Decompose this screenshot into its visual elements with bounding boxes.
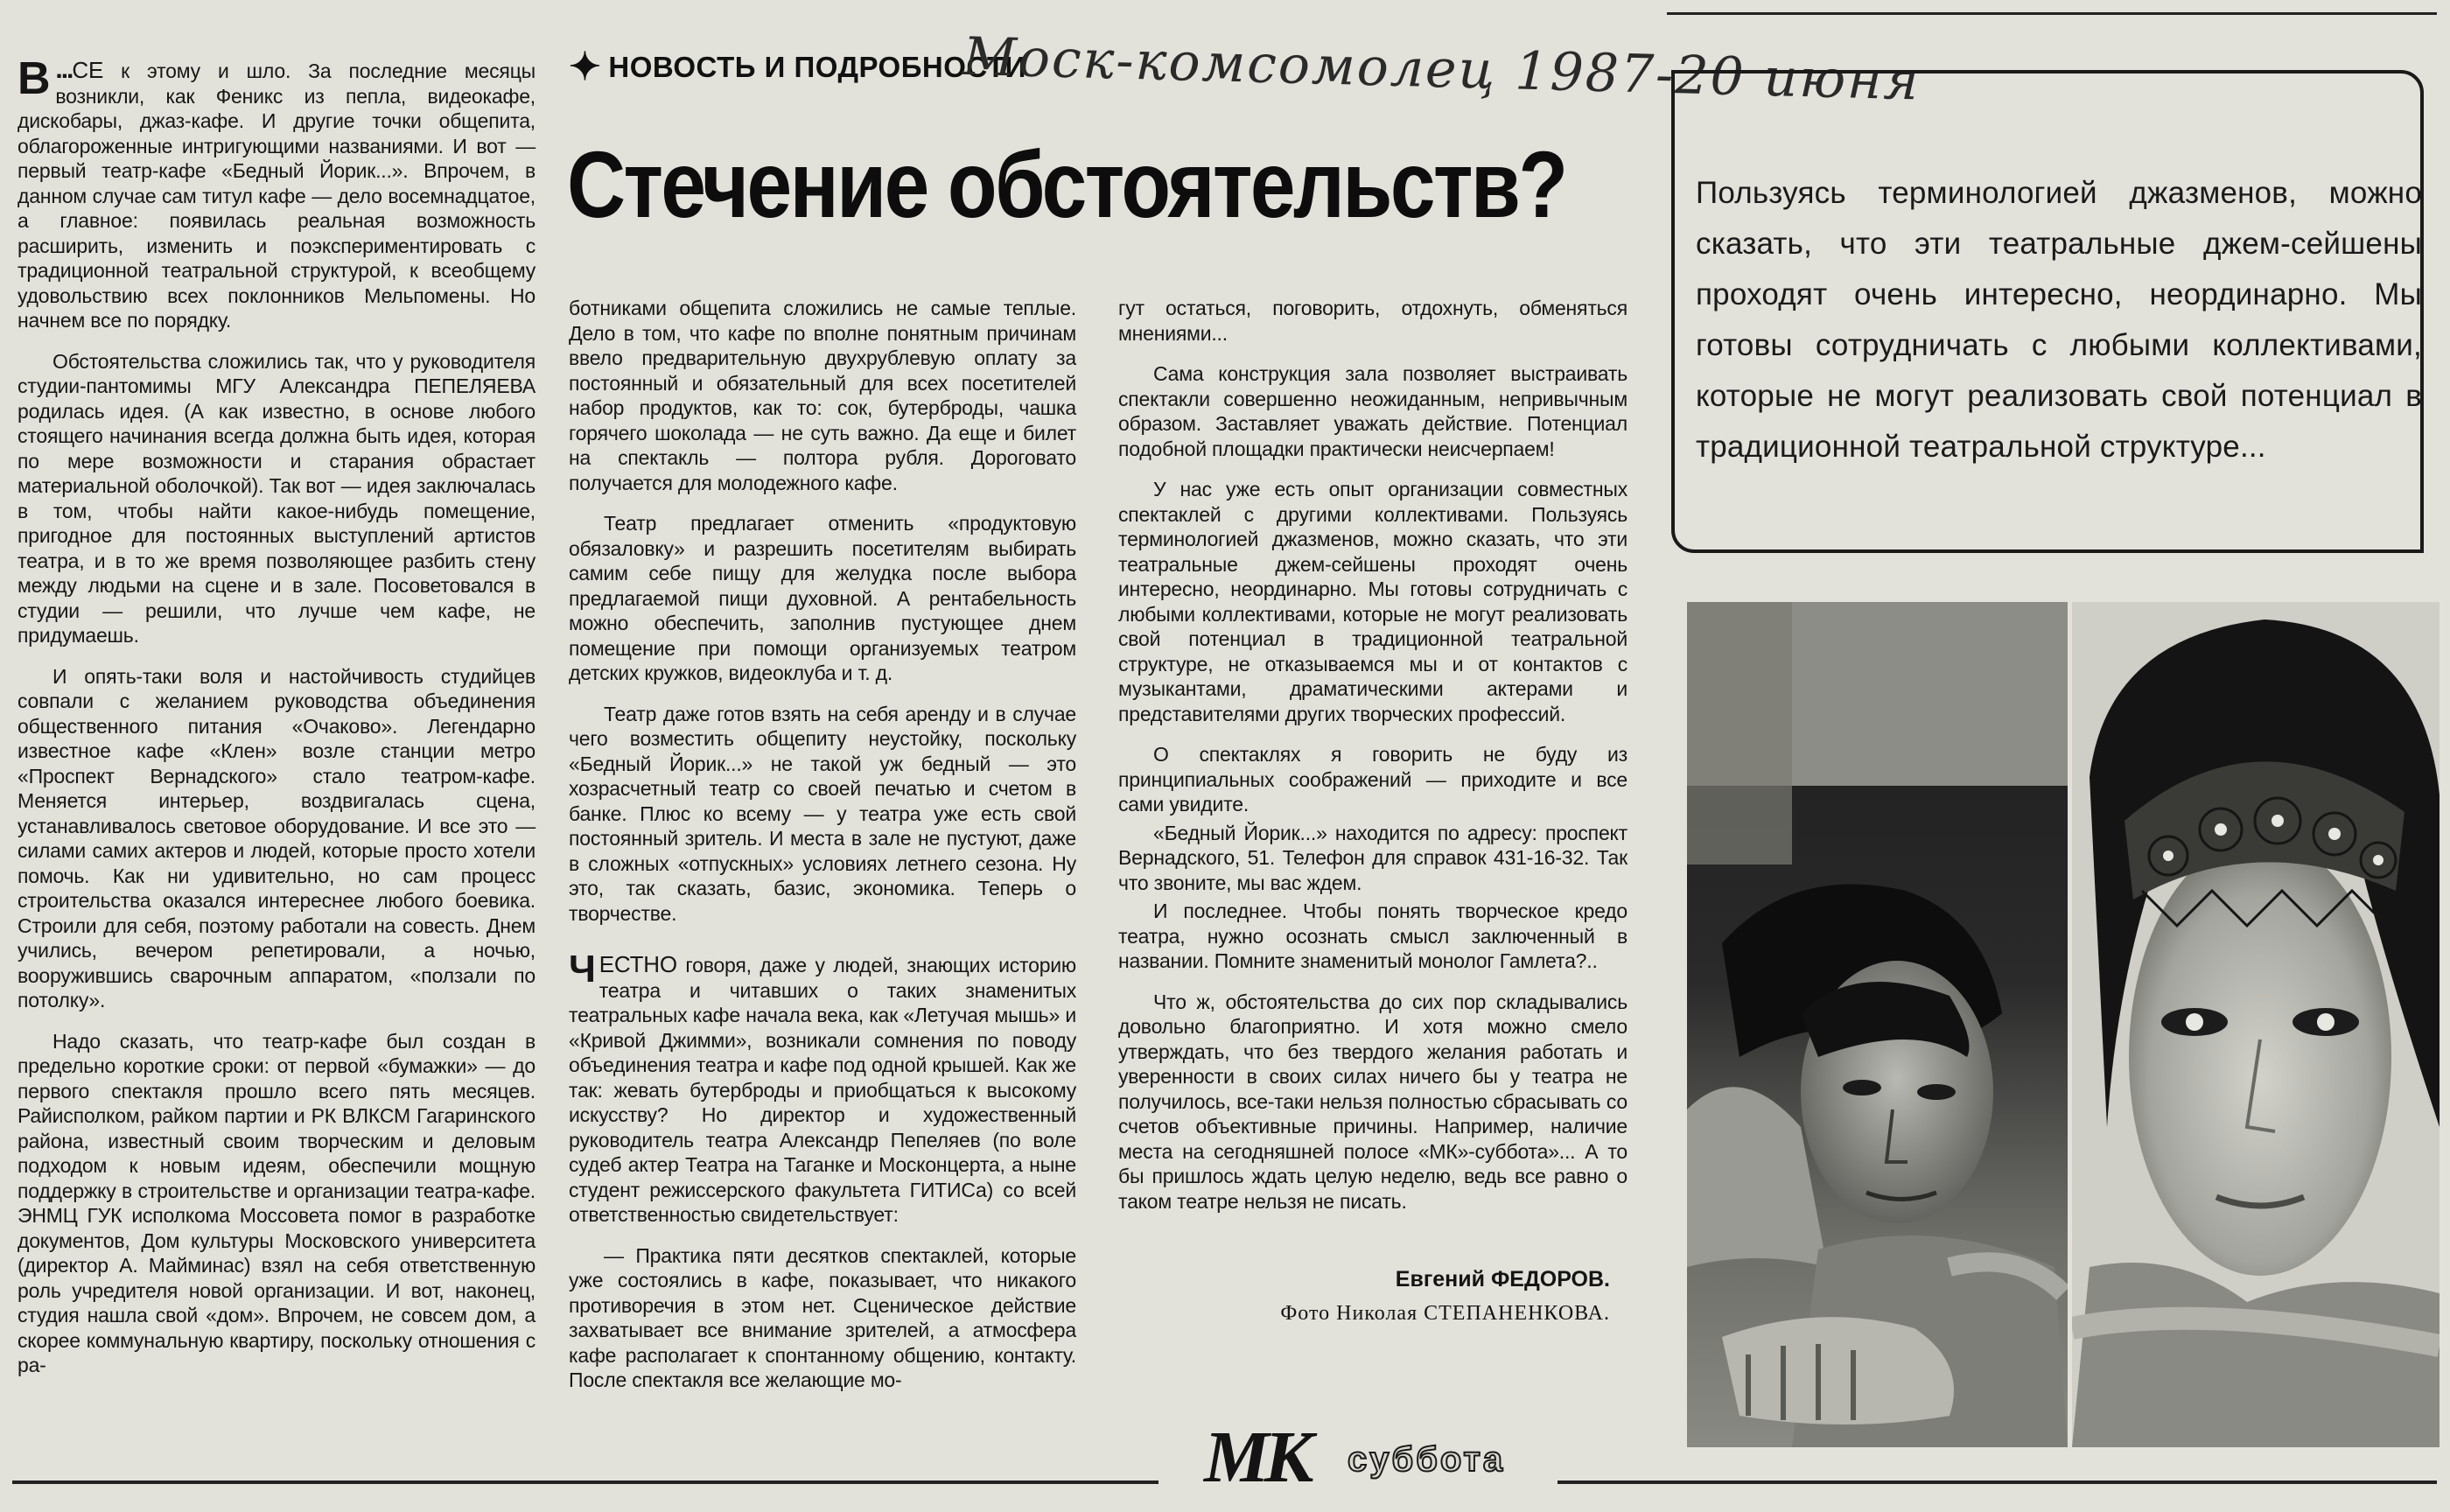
article-column-1 — [18, 53, 536, 1394]
pull-quote: Пользуясь терминологией джазменов, можно сказать, что эти театральные джем-сейшены проходят очень интересно, неординарно. Мы готовы сотрудничать с любыми коллективами, которые не могут реализовать свой потенциал в традиционной театральной структуре... — [1696, 176, 2422, 464]
drop-cap: В — [18, 53, 51, 104]
paragraph: гут остаться, поговорить, отдохнуть, обменяться мнениями... — [1118, 297, 1628, 345]
photo-credit: Фото Николая СТЕПАНЕНКОВА. — [1280, 1302, 1610, 1325]
actress-photo-image — [2072, 602, 2440, 1447]
section-rubric: ✦ НОВОСТЬ И ПОДРОБНОСТИ — [569, 46, 1026, 88]
actor-photo-image — [1687, 602, 2068, 1447]
paragraph: «Бедный Йорик...» находится по адресу: проспект Вернадского, 51. Телефон для справок 431-16-32. Так что звоните, мы вас ждем. — [1118, 821, 1628, 894]
paragraph: У нас уже есть опыт организации совместных спектаклей с другими коллективами. Пользуясь терминологией джазменов, можно сказать, что эти театральные джем-сейшены проходят очень интересно, неординарно. Мы готовы сотрудничать с любыми коллективами, которые не могут реализовать свой потенциал в традиционной театральной структуре, не отказываемся мы и от контактов с музыкантами, драматическими актерами и представителями других творческих профессий. — [1118, 478, 1628, 725]
bottom-rule-right — [1558, 1480, 2437, 1484]
paragraph: Театр даже готов взять на себя аренду и в случае чего возместить общепиту неустойку, поскольку «Бедный Йорик...» не такой уж бедный — это хозрасчетный театр со своей печатью и счетом в банке. Плюс ко всему — у театра уже есть свой постоянный зритель. И места в зале не пустуют, даже в сложных «отпускных» условиях летнего сезона. Ну это, так сказать, базис, экономика. Теперь о творчестве. — [569, 702, 1076, 925]
paragraph: ... В СЕ к этому и шло. За последние месяцы возникли, как Феникс из пепла, видеокафе, дискобары, джаз-кафе. И другие точки общепита, облагороженные интригующими названиями. И вот — первый театр-кафе «Бедный Йорик...». Впрочем, в данном случае сам титул кафе — дело восемнадцатое, а главное: появилась реальная возможность расширить, изменить и поэкспериментировать с традиционной театральной структурой, к всеобщему удовольствию всех поклонников Мельпомены. Но начнем все по порядку. — [18, 53, 536, 332]
handwritten-note: Моск-комсомолец 1987-20 июня — [962, 25, 1922, 113]
paragraph: Сама конструкция зала позволяет выстраивать спектакли совершенно неожиданным, непривычным образом. Заставляет уважать действие. Потенциал подобной площадки практически неисчерпаем! — [1118, 362, 1628, 460]
paragraph: И опять-таки воля и настойчивость студийцев совпали с желанием руководства объединения общественного питания «Очаково». Легендарно известное кафе «Клен» возле станции метро «Проспект Вернадского» стало театром-кафе. Меняется интерьер, воздвигалась сцена, устанавливалось световое оборудование. И все это — силами самих актеров и людей, которые просто хотели помочь. Как ни удивительно, но сам процесс строительства оказался интереснее любого боевика. Строили для себя, поэтому работали на совесть. Днем учились, вечером репетировали, а ночью, вооружившись сварочным аппаратом, «ползали по потолку». — [18, 664, 536, 1012]
paragraph: Что ж, обстоятельства до сих пор складывались довольно благоприятно. И хотя можно смело утверждать, что без твердого желания работать и уверенности в своих силах ничего бы у театра не получилось, все-таки нельзя полностью сбрасывать со счетов объективные причины. Например, наличие места на сегодняшней полосе «МК»-суббота»... А то бы пришлось ждать целую неделю, ведь все равно о таком театре нельзя не писать. — [1118, 990, 1628, 1213]
top-rule — [1667, 12, 2437, 15]
mk-logo: МК — [1204, 1417, 1309, 1498]
paragraph: ботниками общепита сложились не самые теплые. Дело в том, что кафе по вполне понятным причинам ввело предварительную двухрублевую оплату за постоянный и обязательный для всех посетителей набор продуктов, как то: сок, бутерброды, чашка горячего шоколада — не суть важно. Да еще и билет на спектакль — полтора рубля. Дороговато получается для молодежного кафе. — [569, 297, 1076, 494]
article-column-3 — [1118, 296, 1628, 1229]
paragraph: И последнее. Чтобы понять творческое кредо театра, нужно осознать смысл заключенный в названии. Помните знаменитый монолог Гамлета?.. — [1118, 900, 1628, 972]
headline: Стечение обстоятельств? — [567, 131, 1566, 237]
photo-actress-portrait — [2072, 602, 2440, 1447]
paragraph: ЧЕСТНО говоря, даже у людей, знающих историю театра и читавших о таких знаменитых театральных кафе начала века, как «Летучая мышь» и «Кривой Джимми», возникали сомнения по поводу объединения театра и кафе под одной крышей. Как же так: жевать бутерброды и приобщаться к высокому искусству? Но директор и художественный руководитель театра Александр Пепеляев (по воле судеб актер Театра на Таганке и Москонцерта, а ныне студент режиссерского факультета ГИТИСа) со всей ответственностью свидетельствует: — [569, 948, 1076, 1226]
photo-actor-lying — [1687, 602, 2068, 1447]
section-label: суббота — [1348, 1440, 1506, 1479]
author-byline: Евгений ФЕДОРОВ. — [1395, 1267, 1610, 1292]
paragraph: — Практика пяти десятков спектаклей, которые уже состоялись в кафе, показывает, что никакого противоречия в этом нет. Сценическое действие захватывает все внимание зрителей, а атмосфера кафе располагает к спонтанному общению, контакту. После спектакля все желающие мо- — [569, 1243, 1076, 1391]
paragraph: Надо сказать, что театр-кафе был создан в предельно короткие сроки: от первой «бумажки» — до первого спектакля прошло всего пять месяцев. Райисполком, райком партии и РК ВЛКСМ Гагаринского района, известный своим творческим и деловым подходом к новым идеям, обеспечили мощную поддержку в строительстве и организации театра-кафе. ЭНМЦ ГУК исполкома Моссовета помог в разработке документов, Дом культуры Московского университета (директор А. Майминас) взял на себя ответственную роль учредителя новой организации. И вот, наконец, студия нашла свой «дом». Впрочем, не совсем дом, а скорее коммунальную квартиру, поскольку отношения с ра- — [18, 1029, 536, 1376]
bottom-rule — [12, 1480, 1158, 1484]
drop-cap: Ч — [569, 948, 596, 990]
star-icon: ✦ — [569, 46, 602, 88]
article-column-2 — [569, 296, 1076, 1409]
paragraph: Театр предлагает отменить «продуктовую обязаловку» и разрешить посетителям выбирать самим себе пищу для желудка после выбора предлагаемой пищи духовной. А рентабельность можно обеспечить, заполнив пустующее днем помещение при помощи организуемых театром детских кружков, видеоклуба и т. д. — [569, 512, 1076, 684]
paragraph: О спектаклях я говорить не буду из принципиальных соображений — приходите и все сами увидите. — [1118, 743, 1628, 816]
paragraph: Обстоятельства сложились так, что у руководителя студии-пантомимы МГУ Александра ПЕПЕЛЯЕВА родилась идея. (А как известно, в основе любого стоящего начинания всегда должна быть идея, которая по мере возможности и старания обрастает материальной оболочкой). Так вот — идея заключалась в том, чтобы найти какое-нибудь помещение, пригодное для постоянных выступлений артистов театра, и в то же время позволяющее разбить стену между людьми на сцене и в зале. Посоветовался в студии — решили, что лучше чем кафе, не придумаешь. — [18, 349, 536, 647]
